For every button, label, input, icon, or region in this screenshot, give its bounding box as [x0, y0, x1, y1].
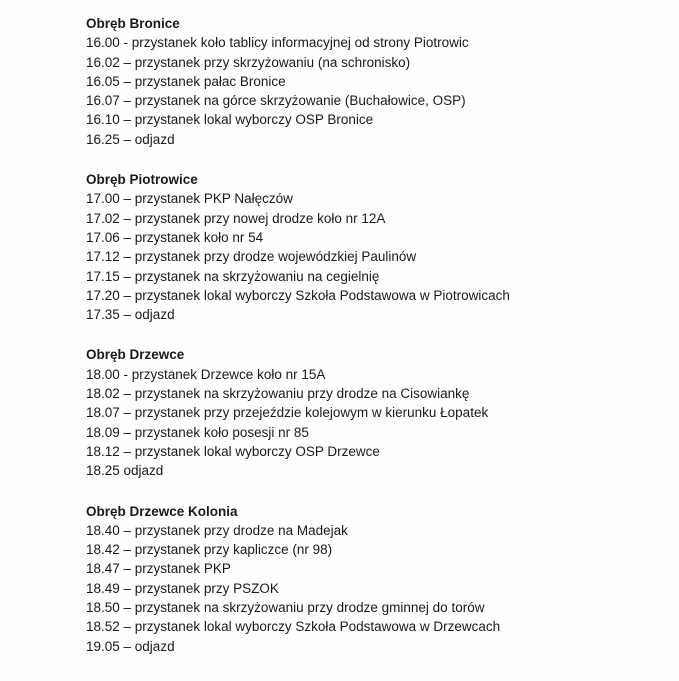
section-drzewce [86, 345, 666, 480]
section-bronice [86, 14, 666, 149]
section-heading: Obręb Bronice [86, 16, 180, 31]
section-heading: Obręb Drzewce Kolonia [86, 503, 238, 519]
schedule-line: 17.06 – przystanek koło nr 54 [86, 229, 264, 245]
schedule-line: 17.35 – odjazd [86, 307, 175, 323]
schedule-line: 16.00 - przystanek koło tablicy informacyjnej od strony Piotrowic [86, 35, 469, 51]
schedule-line: 18.40 – przystanek przy drodze na Madejak [86, 522, 348, 538]
schedule-line: 16.10 – przystanek lokal wyborczy OSP Bronice [86, 112, 374, 128]
schedule-line: 17.02 – przystanek przy nowej drodze koło nr 12A [86, 210, 386, 226]
schedule-line: 16.02 – przystanek przy skrzyżowaniu (na schronisko) [86, 54, 411, 70]
schedule-line: 17.20 – przystanek lokal wyborczy Szkoła Podstawowa w Piotrowicach [86, 287, 510, 303]
schedule-line: 17.15 – przystanek na skrzyżowaniu na cegielnię [86, 268, 380, 284]
schedule-line: 18.50 – przystanek na skrzyżowaniu przy drodze gminnej do torów [86, 600, 485, 616]
schedule-line: 18.09 – przystanek koło posesji nr 85 [86, 424, 309, 440]
schedule-line: 16.07 – przystanek na górce skrzyżowanie (Buchałowice, OSP) [86, 93, 466, 109]
section-drzewce-kolonia [86, 502, 666, 656]
schedule-line: 16.05 – przystanek pałac Bronice [86, 73, 286, 89]
schedule-line: 18.02 – przystanek na skrzyżowaniu przy drodze na Cisowiankę [86, 386, 470, 402]
schedule-line: 16.25 – odjazd [86, 131, 175, 147]
section-piotrowice [86, 170, 666, 324]
schedule-line: 18.47 – przystanek PKP [86, 561, 231, 577]
schedule-sections [86, 14, 666, 677]
schedule-line: 18.00 - przystanek Drzewce koło nr 15A [86, 366, 326, 382]
schedule-line: 18.49 – przystanek przy PSZOK [86, 580, 279, 596]
section-heading: Obręb Drzewce [86, 347, 185, 363]
schedule-line: 17.12 – przystanek przy drodze wojewódzkiej Paulinów [86, 249, 417, 265]
schedule-line: 19.05 – odjazd [86, 638, 175, 654]
schedule-line: 18.12 – przystanek lokal wyborczy OSP Drzewce [86, 443, 380, 459]
schedule-line: 17.00 – przystanek PKP Nałęczów [86, 191, 293, 207]
schedule-line: 18.25 odjazd [86, 463, 164, 479]
schedule-line: 18.07 – przystanek przy przejeździe kolejowym w kierunku Łopatek [86, 405, 489, 421]
schedule-line: 18.42 – przystanek przy kapliczce (nr 98) [86, 542, 333, 558]
section-heading: Obręb Piotrowice [86, 172, 198, 188]
schedule-line: 18.52 – przystanek lokal wyborczy Szkoła Podstawowa w Drzewcach [86, 619, 501, 635]
